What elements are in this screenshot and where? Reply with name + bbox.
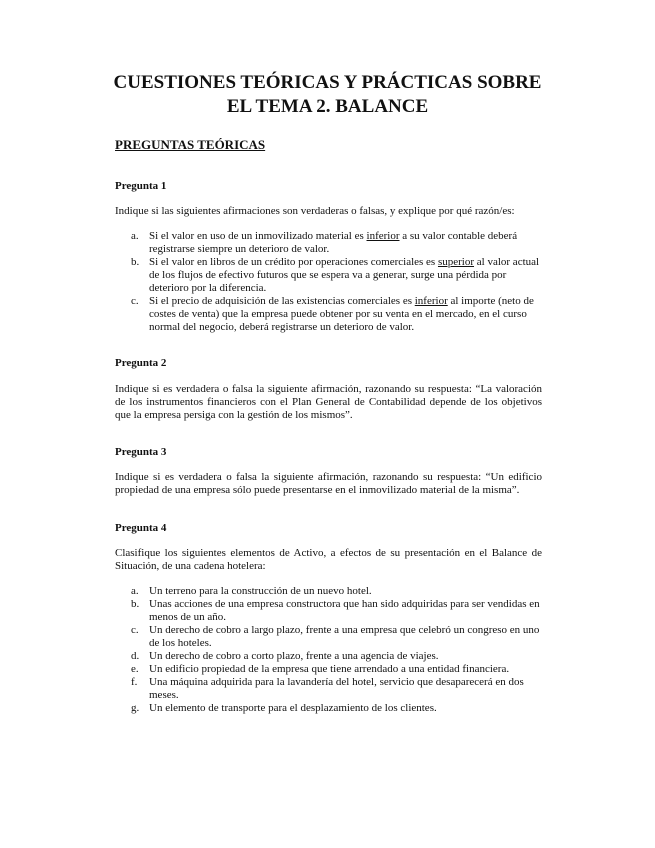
- list-item-text: Un elemento de transporte para el desplazamiento de los clientes.: [149, 702, 437, 714]
- list-item: [115, 256, 542, 295]
- title-line-1: CUESTIONES TEÓRICAS Y PRÁCTICAS SOBRE: [113, 72, 542, 93]
- list-marker: a.: [131, 230, 139, 242]
- question-4-heading: Pregunta 4: [115, 522, 167, 534]
- list-item-text: Un edificio propiedad de la empresa que tiene arrendado a una entidad financiera.: [149, 663, 510, 675]
- list-marker: a.: [131, 585, 139, 597]
- list-item: [115, 663, 542, 676]
- question-1-list: [115, 230, 542, 334]
- list-item-text: Un derecho de cobro a corto plazo, frente a una agencia de viajes.: [149, 650, 439, 662]
- question-2-heading: Pregunta 2: [115, 357, 167, 369]
- list-item: [115, 676, 542, 702]
- text-segment: al importe (neto de costes de venta) que la empresa puede obtener por su venta en el mercado, en el curso normal del negocio, deberá registrarse un deterioro de valor.: [149, 295, 534, 333]
- page-title: [0, 71, 655, 119]
- underlined-word: superior: [437, 256, 475, 268]
- list-marker: b.: [131, 598, 140, 610]
- list-item-text: Unas acciones de una empresa constructora que han sido adquiridas para ser vendidas en menos de un año.: [149, 598, 540, 623]
- list-item: [115, 650, 542, 663]
- question-3-heading: Pregunta 3: [115, 446, 167, 458]
- text-segment: Si el precio de adquisición de las existencias comerciales es: [149, 295, 415, 307]
- list-item: [115, 295, 542, 334]
- list-item: [115, 585, 542, 598]
- list-item-text: [149, 230, 542, 256]
- list-marker: d.: [131, 650, 140, 662]
- title-line-2: EL TEMA 2. BALANCE: [226, 96, 429, 117]
- list-item-text: Una máquina adquirida para la lavandería del hotel, servicio que desaparecerá en dos meses.: [149, 676, 524, 701]
- list-marker: c.: [131, 295, 139, 307]
- section-heading: PREGUNTAS TEÓRICAS: [115, 137, 266, 152]
- list-item-text: Un derecho de cobro a largo plazo, frente a una empresa que celebró un congreso en uno de los hoteles.: [149, 624, 540, 649]
- list-marker: b.: [131, 256, 140, 268]
- question-3-text: Indique si es verdadera o falsa la siguiente afirmación, razonando su respuesta: “Un edificio propiedad de una empresa sólo puede presentarse en el inmovilizado material de la misma”.: [115, 471, 542, 496]
- list-item-text: Un terreno para la construcción de un nuevo hotel.: [149, 585, 372, 597]
- list-item: [115, 598, 542, 624]
- list-item: [115, 230, 542, 256]
- question-1-heading: Pregunta 1: [115, 180, 167, 192]
- text-segment: Si el valor en libros de un crédito por operaciones comerciales es: [149, 256, 438, 268]
- list-marker: g.: [131, 702, 140, 714]
- list-item-text: [149, 256, 542, 295]
- question-4-list: [115, 585, 542, 715]
- underlined-word: inferior: [366, 230, 400, 242]
- question-1-intro: Indique si las siguientes afirmaciones son verdaderas o falsas, y explique por qué razón/es:: [115, 205, 515, 217]
- text-segment: al valor actual de los flujos de efectivo futuros que se espera va a generar, surge una pérdida por deterioro por la diferencia.: [149, 256, 540, 294]
- list-item: [115, 702, 542, 715]
- underlined-word: inferior: [414, 295, 448, 307]
- list-item: [115, 624, 542, 650]
- list-marker: f.: [131, 676, 138, 688]
- text-segment: Si el valor en uso de un inmovilizado material es: [149, 230, 367, 242]
- list-marker: c.: [131, 624, 139, 636]
- list-item-text: [149, 295, 542, 334]
- question-2-text: Indique si es verdadera o falsa la siguiente afirmación, razonando su respuesta: “La valoración de los instrumentos financieros con el Plan General de Contabilidad depende de los objetivos que la empresa persiga con la gestión de los mismos”.: [115, 383, 542, 421]
- list-marker: e.: [131, 663, 139, 675]
- text-segment: a su valor contable deberá registrarse siempre un deterioro de valor.: [149, 230, 518, 255]
- question-4-intro: Clasifique los siguientes elementos de Activo, a efectos de su presentación en el Balance de Situación, de una cadena hotelera:: [115, 547, 542, 572]
